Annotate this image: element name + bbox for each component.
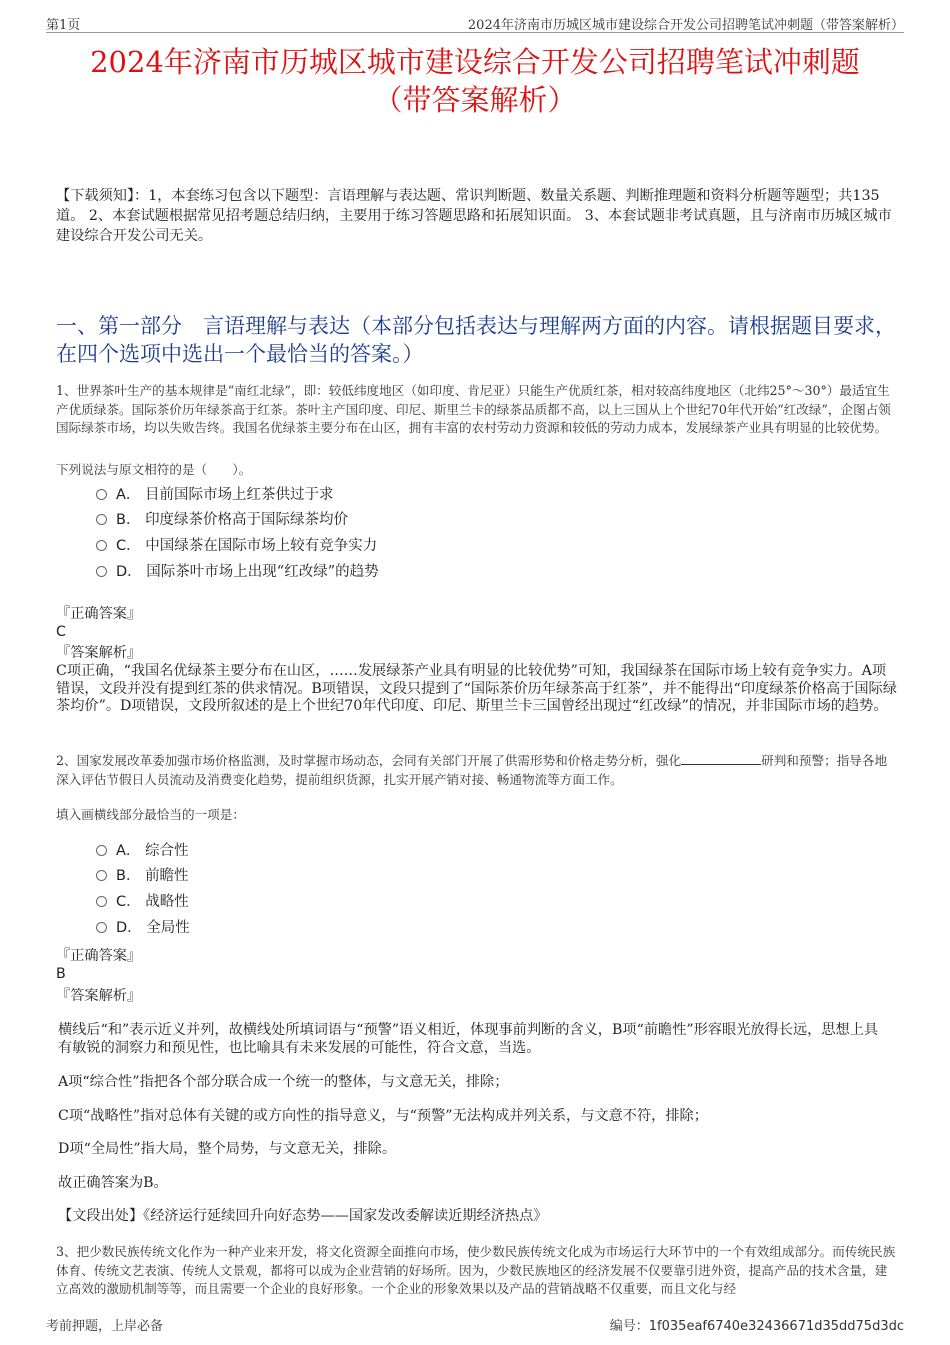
question-1-stem: 1、世界茶叶生产的基本规律是“南红北绿”，即：较低纬度地区（如印度、肯尼亚）只能生产优质红茶，相对较高纬度地区（北纬25°～30°）最适宜生产优质绿茶。国际茶价历年绿茶高于红茶。茶叶主产国印度、印尼、斯里兰卡的绿茶品质都不高，以上三国从上个世纪70年代开始“红改绿”，企图占领国际绿茶市场，均以失败告终。我国名优绿茶主要分布在山区，拥有丰富的农村劳动力资源和较低的劳动力成本，发展绿茶产业具有明显的比较优势。 — [56, 383, 891, 436]
download-notice: 【下载须知】：1，本套练习包含以下题型：言语理解与表达题、常识判断题、数量关系题、判断推理题和资料分析题等题型；共135道。 2、本套试题根据常见招考题总结归纳，主要用于练习答题思路和拓展知识面。 3、本套试题非考试真题，且与济南市历城区城市建设综合开发公司无关。 — [56, 188, 892, 244]
radio-icon[interactable] — [96, 540, 107, 551]
q2-option-b[interactable]: B． 前瞻性 — [96, 866, 189, 886]
document-subtitle: （带答案解析） — [373, 83, 577, 117]
footer-slogan: 考前押题，上岸必备 — [46, 1319, 164, 1334]
question-2-stem: 2、国家发展改革委加强市场价格监测，及时掌握市场动态，会同有关部门开展了供需形势和价格走势分析，强化 研判和预警；指导各地深入评估节假日人员流动及消费变化趋势，提前组织货源，扎实开展产销对接、畅通物流等方面工作。 — [56, 753, 888, 787]
running-title: 2024年济南市历城区城市建设综合开发公司招聘笔试冲刺题（带答案解析） — [467, 18, 904, 33]
q2-source: 【文段出处】《经济运行延续回升向好态势——国家发改委解读近期经济热点》 — [58, 1208, 548, 1224]
question-1-ask: 下列说法与原文相符的是（ ）。 — [56, 462, 252, 477]
q1-option-b[interactable]: B． 印度绿茶价格高于国际绿茶均价 — [96, 510, 348, 530]
q1-option-d[interactable]: D． 国际茶叶市场上出现“红改绿”的趋势 — [96, 562, 379, 582]
radio-icon[interactable] — [96, 922, 107, 933]
radio-icon[interactable] — [96, 566, 107, 577]
q2-option-a[interactable]: A． 综合性 — [96, 841, 189, 861]
section-heading: 一、第一部分 言语理解与表达（本部分包括表达与理解两方面的内容。请根据题目要求，在四个选项中选出一个最恰当的答案。） — [56, 314, 896, 366]
q2-answer-label: 『正确答案』 — [56, 948, 142, 964]
q2-option-d[interactable]: D． 全局性 — [96, 918, 190, 938]
q1-analysis: C项正确，“我国名优绿茶主要分布在山区，……发展绿茶产业具有明显的比较优势”可知，我国绿茶在国际市场上较有竞争实力。A项错误，文段并没有提到红茶的供求情况。B项错误，文段只提到了“国际茶价历年绿茶高于红茶”，并不能得出“印度绿茶价格高于国际绿茶均价”。D项错误，文段所叙述的是上个世纪70年代印度、印尼、斯里兰卡三国曾经出现过“红改绿”的情况，并非国际市场的趋势。 — [56, 663, 897, 714]
q2-answer: B — [56, 966, 66, 982]
header-divider — [46, 32, 904, 33]
q2-option-c[interactable]: C． 战略性 — [96, 892, 189, 912]
question-3-stem: 3、把少数民族传统文化作为一种产业来开发，将文化资源全面推向市场，使少数民族传统文化成为市场运行大环节中的一个有效组成部分。而传统民族体育、传统文艺表演、传统人文景观，都将可以成为企业营销的好场所。因为，少数民族地区的经济发展不仅要靠引进外资，提高产品的技术含量，建立高效的激励机制等等，而且需要一个企业的良好形象。一个企业的形象效果以及产品的营销战略不仅重要，而且文化与经 — [56, 1244, 896, 1297]
page-number: 第1页 — [46, 18, 81, 33]
q1-answer: C — [56, 624, 66, 640]
q1-option-c[interactable]: C． 中国绿茶在国际市场上较有竞争实力 — [96, 536, 377, 556]
q2-analysis-paragraph: 故正确答案为B。 — [58, 1175, 168, 1191]
q1-analysis-label: 『答案解析』 — [56, 645, 142, 661]
q2-analysis-label: 『答案解析』 — [56, 988, 142, 1004]
question-2-ask: 填入画横线部分最恰当的一项是： — [56, 807, 245, 822]
q2-analysis-paragraph: A项“综合性”指把各个部分联合成一个统一的整体，与文意无关，排除； — [58, 1074, 509, 1090]
document-title: 2024年济南市历城区城市建设综合开发公司招聘笔试冲刺题 — [90, 45, 860, 79]
radio-icon[interactable] — [96, 845, 107, 856]
q2-analysis-paragraph: D项“全局性”指大局，整个局势，与文意无关，排除。 — [58, 1141, 397, 1157]
fill-blank — [681, 752, 761, 765]
radio-icon[interactable] — [96, 514, 107, 525]
q1-answer-label: 『正确答案』 — [56, 606, 142, 622]
q2-analysis-paragraph: C项“战略性”指对总体有关键的或方向性的指导意义，与“预警”无法构成并列关系，与文意不符，排除； — [58, 1108, 708, 1124]
radio-icon[interactable] — [96, 489, 107, 500]
q1-option-a[interactable]: A． 目前国际市场上红茶供过于求 — [96, 485, 334, 505]
radio-icon[interactable] — [96, 896, 107, 907]
footer-code: 编号：1f035eaf6740e32436671d35dd75d3dc — [609, 1319, 904, 1334]
radio-icon[interactable] — [96, 870, 107, 881]
q2-analysis-paragraph: 横线后“和”表示近义并列，故横线处所填词语与“预警”语义相近，体现事前判断的含义，B项“前瞻性”形容眼光放得长远，思想上具有敏锐的洞察力和预见性，也比喻具有未来发展的可能性，符合文意，当选。 — [58, 1022, 879, 1056]
